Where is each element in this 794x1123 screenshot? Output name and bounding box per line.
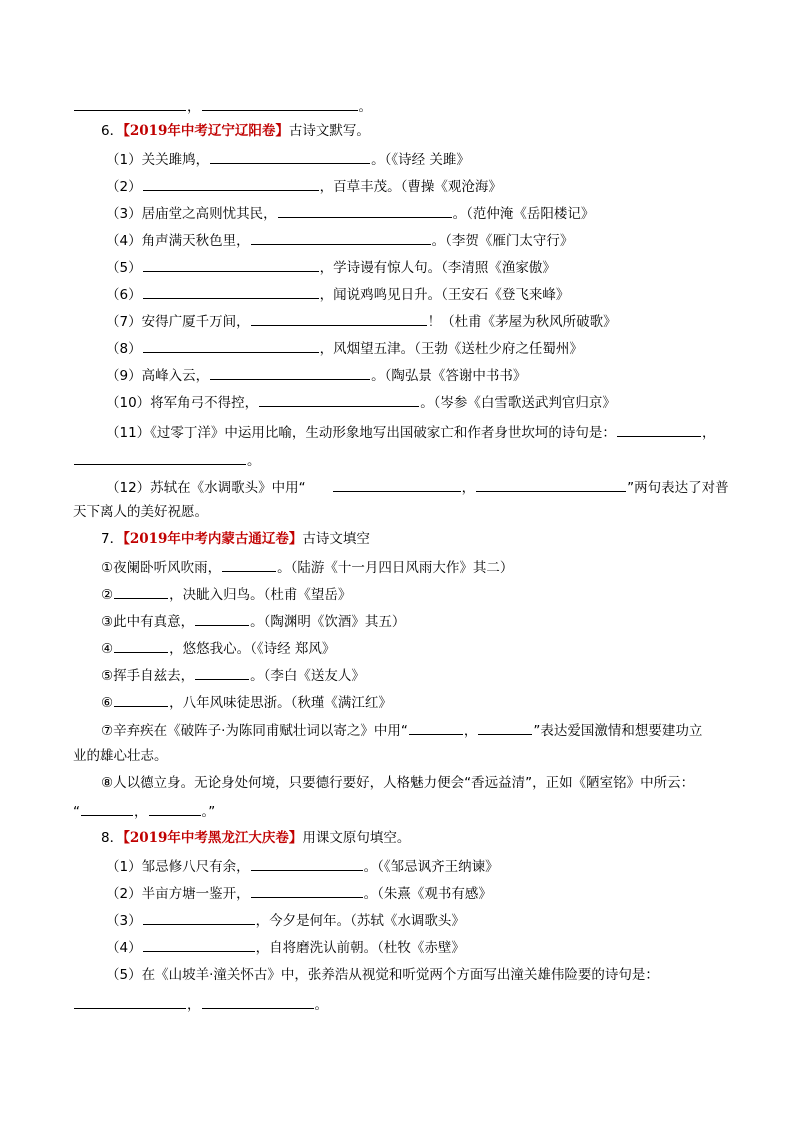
answer-blank[interactable]: [114, 692, 168, 707]
answer-blank[interactable]: [114, 584, 168, 599]
answer-blank[interactable]: [251, 883, 363, 898]
q6-item-12-cont: 天下离人的美好祝愿。: [73, 504, 208, 520]
answer-blank[interactable]: [195, 611, 249, 626]
answer-blank[interactable]: [81, 801, 133, 816]
q7-item-8: ⑧人以德立身。无论身处何境，只要德行要好，人格魅力便会“香远益清”，正如《陋室铭》中所云：: [101, 775, 695, 791]
answer-blank[interactable]: [278, 203, 452, 218]
q8-item-3: （3） ，今夕是何年。（苏轼《水调歌头》: [106, 910, 465, 930]
question-7-heading: 7．【2019年中考内蒙古通辽卷】古诗文填空: [101, 531, 370, 547]
q6-item-2: （2） ，百草丰茂。（曹操《观沧海》: [106, 176, 502, 196]
answer-blank[interactable]: [202, 96, 358, 111]
question-8-heading: 8．【2019年中考黑龙江大庆卷】用课文原句填空。: [101, 830, 411, 846]
answer-blank[interactable]: [478, 720, 532, 735]
q7-item-7-cont: 业的雄心壮志。: [73, 748, 168, 764]
q6-item-8: （8） ，风烟望五津。（王勃《送杜少府之任蜀州》: [106, 338, 583, 358]
answer-blank[interactable]: [333, 477, 461, 492]
q6-item-4: （4）角声满天秋色里， 。（李贺《雁门太守行》: [106, 230, 573, 250]
answer-blank[interactable]: [143, 284, 319, 299]
answer-blank[interactable]: [409, 720, 463, 735]
answer-blank[interactable]: [74, 994, 186, 1009]
answer-blank[interactable]: [114, 638, 168, 653]
source-tag: 2019年中考辽宁辽阳卷: [129, 123, 276, 139]
q7-item-4: ④ ，悠悠我心。（《诗经 郑风》: [101, 638, 335, 658]
q7-item-8-cont: “ ， 。”: [73, 801, 215, 821]
answer-blank[interactable]: [149, 801, 201, 816]
continued-answer-line: ， 。: [73, 96, 372, 116]
question-6-heading: 6．【2019年中考辽宁辽阳卷】古诗文默写。: [101, 123, 370, 139]
answer-blank[interactable]: [74, 450, 246, 465]
q6-item-10: （10）将军角弓不得控， 。（岑参《白雪歌送武判官归京》: [106, 392, 616, 412]
q8-item-5-cont: ， 。: [73, 994, 328, 1014]
answer-blank[interactable]: [251, 311, 427, 326]
q6-item-1: （1）关关雎鸠， 。（《诗经 关雎》: [106, 149, 470, 169]
q6-item-5: （5） ，学诗谩有惊人句。（李清照《渔家傲》: [106, 257, 556, 277]
answer-blank[interactable]: [195, 665, 249, 680]
q6-item-12: （12）苏轼在《水调歌头》中用“ ， ”两句表达了对普: [106, 477, 729, 497]
answer-blank[interactable]: [143, 176, 319, 191]
q7-item-3: ③此中有真意， 。（陶渊明《饮酒》其五）: [101, 611, 405, 631]
q7-item-6: ⑥ ，八年风味徒思浙。（秋瑾《满江红》: [101, 692, 392, 712]
q7-item-7: ⑦辛弃疾在《破阵子·为陈同甫赋壮词以寄之》中用“ ， ”表达爱国激情和想要建功立: [101, 720, 702, 740]
answer-blank[interactable]: [143, 338, 319, 353]
answer-blank[interactable]: [251, 230, 431, 245]
q6-item-9: （9）高峰入云， 。（陶弘景《答谢中书书》: [106, 365, 526, 385]
answer-blank[interactable]: [74, 96, 186, 111]
q6-item-7: （7）安得广厦千万间， ！（杜甫《茅屋为秋风所破歌》: [106, 311, 617, 331]
answer-blank[interactable]: [617, 422, 701, 437]
answer-blank[interactable]: [202, 994, 314, 1009]
q6-item-6: （6） ，闻说鸡鸣见日升。（王安石《登飞来峰》: [106, 284, 569, 304]
q8-item-5: （5）在《山坡羊·潼关怀古》中，张养浩从视觉和听觉两个方面写出潼关雄伟险要的诗句是：: [106, 967, 659, 983]
q6-item-3: （3）居庙堂之高则忧其民， 。（范仲淹《岳阳楼记》: [106, 203, 594, 223]
answer-blank[interactable]: [251, 856, 363, 871]
answer-blank[interactable]: [259, 392, 419, 407]
source-tag: 2019年中考黑龙江大庆卷: [129, 830, 289, 846]
q7-item-5: ⑤挥手自兹去， 。（李白《送友人》: [101, 665, 365, 685]
q7-item-2: ② ，决眦入归鸟。（杜甫《望岳》: [101, 584, 351, 604]
source-tag: 2019年中考内蒙古通辽卷: [129, 531, 289, 547]
answer-blank[interactable]: [210, 365, 370, 380]
q8-item-2: （2）半亩方塘一鉴开， 。（朱熹《观书有感》: [106, 883, 492, 903]
q8-item-4: （4） ，自将磨洗认前朝。（杜牧《赤壁》: [106, 937, 465, 957]
q6-item-11: （11）《过零丁洋》中运用比喻，生动形象地写出国破家亡和作者身世坎坷的诗句是： ，: [106, 422, 715, 442]
answer-blank[interactable]: [222, 557, 276, 572]
q8-item-1: （1）邹忌修八尺有余， 。（《邹忌讽齐王纳谏》: [106, 856, 499, 876]
q6-item-11-cont: 。: [73, 450, 261, 470]
answer-blank[interactable]: [143, 257, 319, 272]
answer-blank[interactable]: [476, 477, 626, 492]
answer-blank[interactable]: [143, 910, 255, 925]
answer-blank[interactable]: [210, 149, 370, 164]
q7-item-1: ①夜阑卧听风吹雨， 。（陆游《十一月四日风雨大作》其二）: [101, 557, 513, 577]
answer-blank[interactable]: [143, 937, 255, 952]
